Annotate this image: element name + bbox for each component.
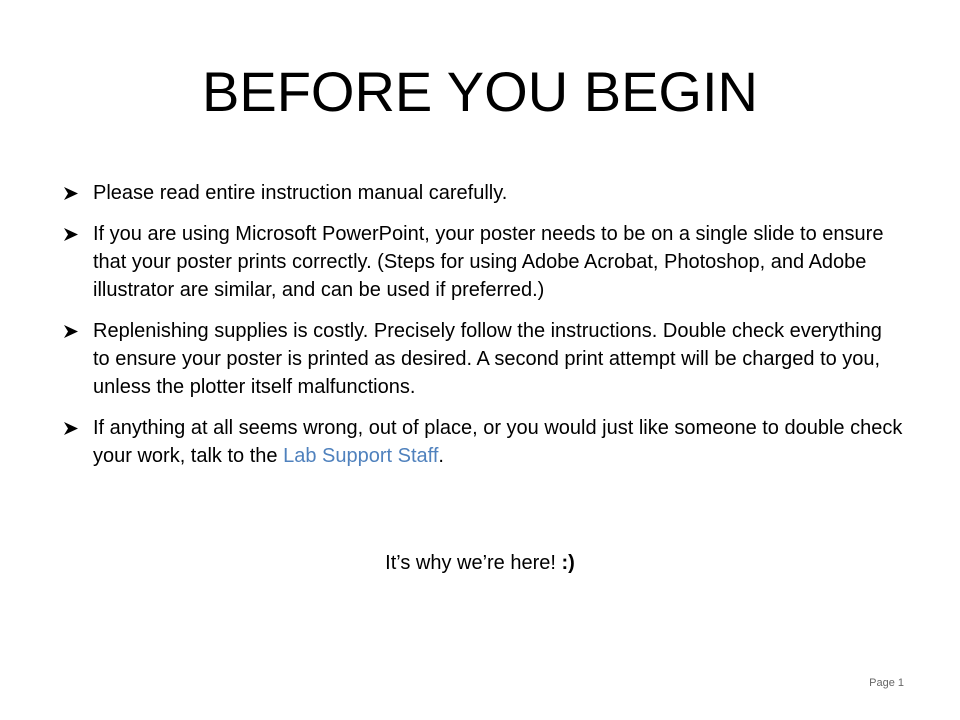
bullet-item	[64, 179, 904, 207]
tagline-smiley: :)	[561, 552, 575, 574]
bullet-text: Please read entire instruction manual carefully.	[93, 182, 508, 204]
bullet-text	[93, 417, 902, 467]
arrowhead-bullet-icon	[64, 422, 78, 435]
bullet-text: Replenishing supplies is costly. Precisely follow the instructions. Double check everything to ensure your poster is printed as desired. A second print attempt will be charged to you, unless the plotter itself malfunctions.	[93, 320, 882, 398]
arrowhead-bullet-icon	[64, 325, 78, 338]
bullet-item	[64, 414, 904, 470]
tagline-text: It’s why we’re here!	[385, 552, 556, 574]
closing-tagline	[0, 549, 960, 577]
lab-support-staff-link[interactable]: Lab Support Staff	[283, 445, 439, 467]
bullet-list	[64, 179, 904, 483]
page-number: Page 1	[869, 677, 904, 689]
bullet-item	[64, 220, 904, 304]
arrowhead-bullet-icon	[64, 228, 78, 241]
bullet-text-after-link: .	[438, 445, 444, 467]
bullet-text: If you are using Microsoft PowerPoint, your poster needs to be on a single slide to ensure that your poster prints correctly. (Steps for using Adobe Acrobat, Photoshop, and Adobe illustrator are similar, and can be used if preferred.)	[93, 223, 884, 301]
slide-title: BEFORE YOU BEGIN	[202, 60, 758, 123]
bullet-text-before-link: If anything at all seems wrong, out of place, or you would just like someone to double check your work, talk to the	[93, 417, 903, 467]
arrowhead-bullet-icon	[64, 187, 78, 200]
bullet-item	[64, 317, 904, 401]
